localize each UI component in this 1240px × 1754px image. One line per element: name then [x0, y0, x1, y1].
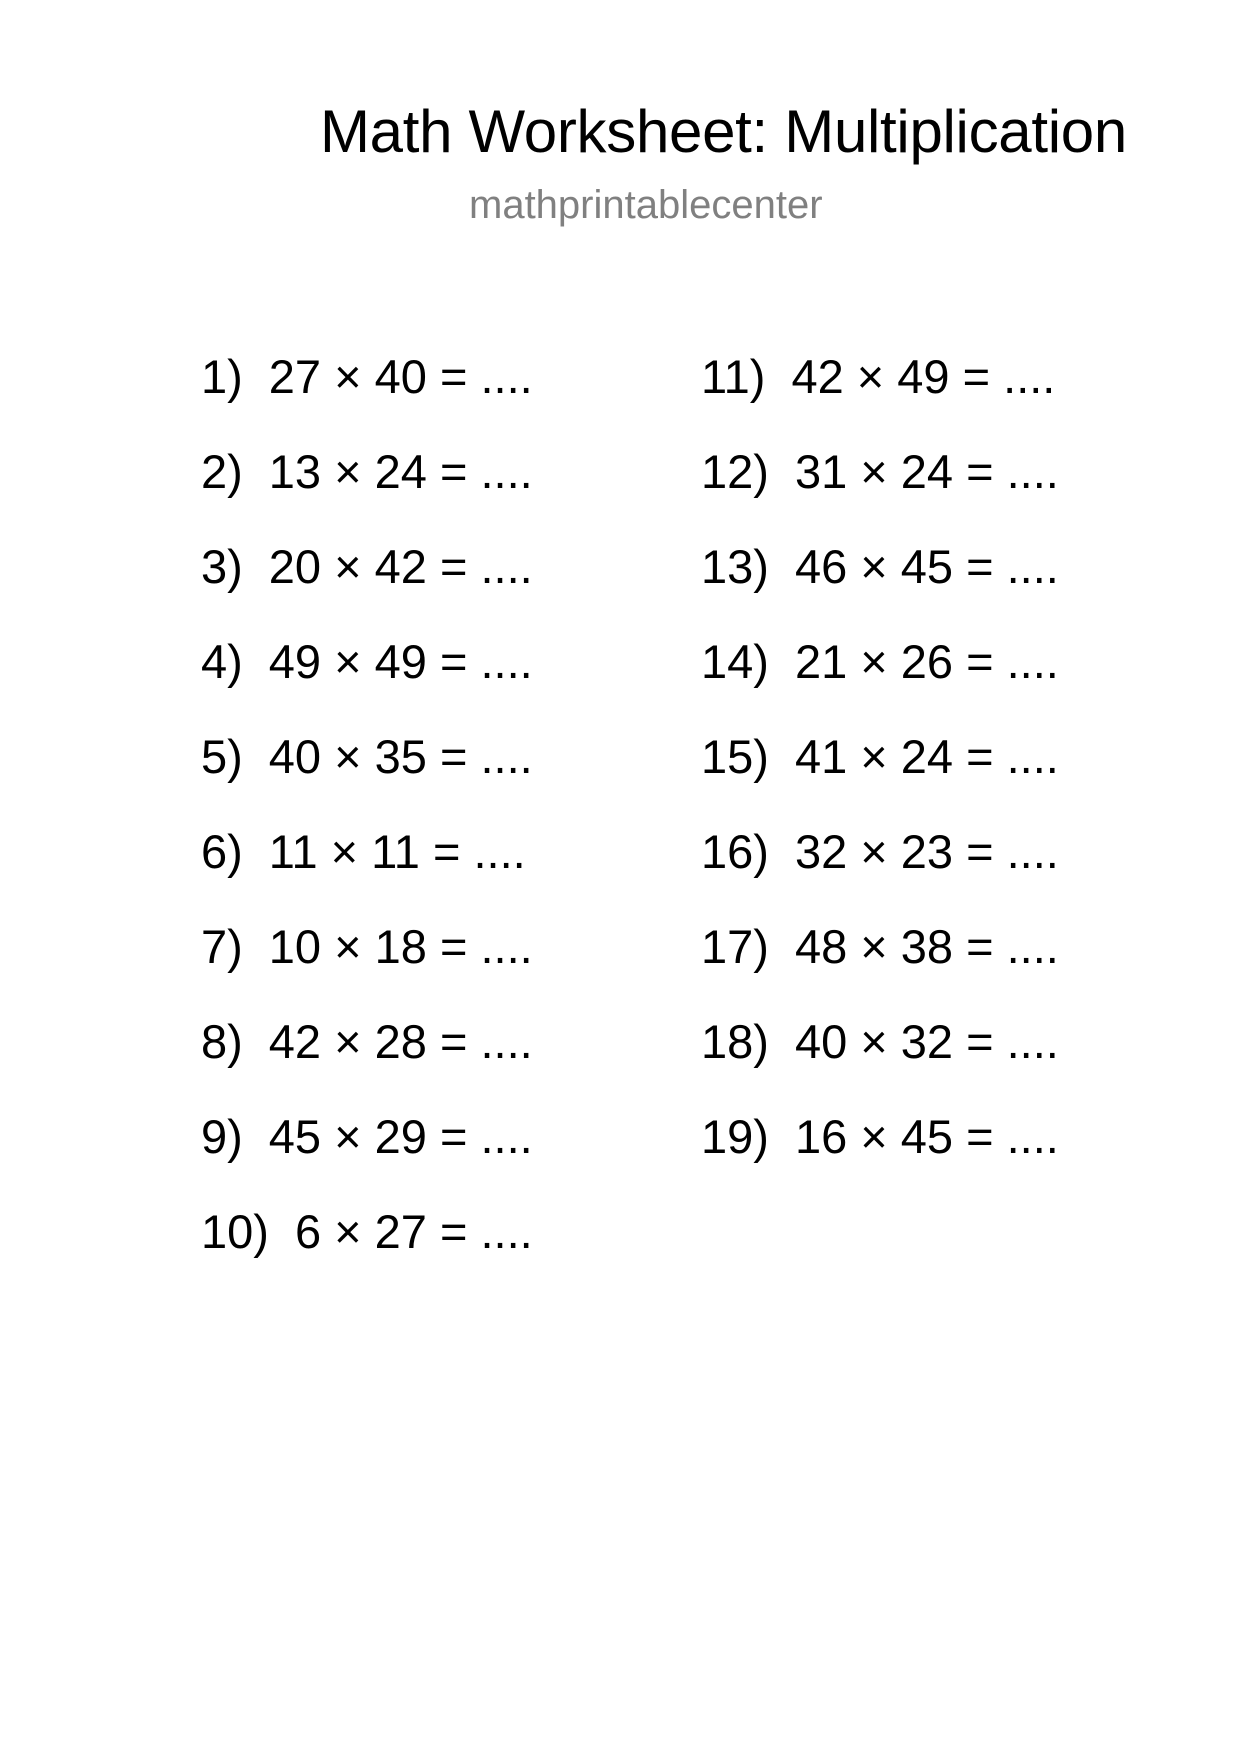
problem-item [701, 540, 1059, 635]
problem-item [701, 825, 1059, 920]
problem-number: 11) [701, 350, 766, 403]
problem-expression: 20 × 42 = .... [268, 540, 533, 593]
worksheet-title: Math Worksheet: Multiplication [320, 98, 1127, 165]
problem-item [201, 1015, 533, 1110]
problem-expression: 41 × 24 = .... [794, 730, 1059, 783]
problem-number: 10) [201, 1205, 269, 1258]
problem-item [201, 920, 533, 1015]
problem-expression: 31 × 24 = .... [794, 445, 1059, 498]
problem-expression: 13 × 24 = .... [268, 445, 533, 498]
problem-number: 19) [701, 1110, 769, 1163]
problem-expression: 40 × 32 = .... [794, 1015, 1059, 1068]
problem-expression: 32 × 23 = .... [794, 825, 1059, 878]
problem-number: 2) [201, 445, 243, 498]
problem-expression: 6 × 27 = .... [294, 1205, 533, 1258]
problem-number: 6) [201, 825, 243, 878]
problem-expression: 21 × 26 = .... [794, 635, 1059, 688]
problem-expression: 10 × 18 = .... [268, 920, 533, 973]
worksheet-subtitle: mathprintablecenter [469, 183, 823, 227]
problem-expression: 42 × 28 = .... [268, 1015, 533, 1068]
problem-number: 13) [701, 540, 769, 593]
problem-number: 1) [201, 350, 243, 403]
problem-number: 4) [201, 635, 243, 688]
problem-item [201, 635, 533, 730]
problem-item [701, 445, 1059, 540]
problem-expression: 40 × 35 = .... [268, 730, 533, 783]
problem-item [201, 825, 533, 920]
problem-item [201, 445, 533, 540]
problem-expression: 42 × 49 = .... [791, 350, 1056, 403]
problem-item [201, 730, 533, 825]
problem-number: 12) [701, 445, 769, 498]
problem-column-right [701, 350, 1059, 1205]
problem-number: 7) [201, 920, 243, 973]
problem-number: 16) [701, 825, 769, 878]
problem-number: 8) [201, 1015, 243, 1068]
problem-column-left [201, 350, 533, 1300]
problem-expression: 48 × 38 = .... [794, 920, 1059, 973]
problem-expression: 11 × 11 = .... [268, 825, 526, 878]
problem-expression: 27 × 40 = .... [268, 350, 533, 403]
problem-item [701, 1015, 1059, 1110]
problem-number: 5) [201, 730, 243, 783]
problem-expression: 16 × 45 = .... [794, 1110, 1059, 1163]
problem-item [201, 1110, 533, 1205]
problem-item [701, 635, 1059, 730]
problem-item [701, 730, 1059, 825]
problem-number: 3) [201, 540, 243, 593]
problem-expression: 46 × 45 = .... [794, 540, 1059, 593]
problem-number: 18) [701, 1015, 769, 1068]
problem-expression: 45 × 29 = .... [268, 1110, 533, 1163]
problem-number: 9) [201, 1110, 243, 1163]
problem-item [201, 1205, 533, 1300]
problem-item [701, 920, 1059, 1015]
problem-number: 14) [701, 635, 769, 688]
problem-item [201, 350, 533, 445]
problem-item [201, 540, 533, 635]
problem-number: 15) [701, 730, 769, 783]
problem-item [701, 350, 1059, 445]
problem-number: 17) [701, 920, 769, 973]
problem-item [701, 1110, 1059, 1205]
problem-expression: 49 × 49 = .... [268, 635, 533, 688]
